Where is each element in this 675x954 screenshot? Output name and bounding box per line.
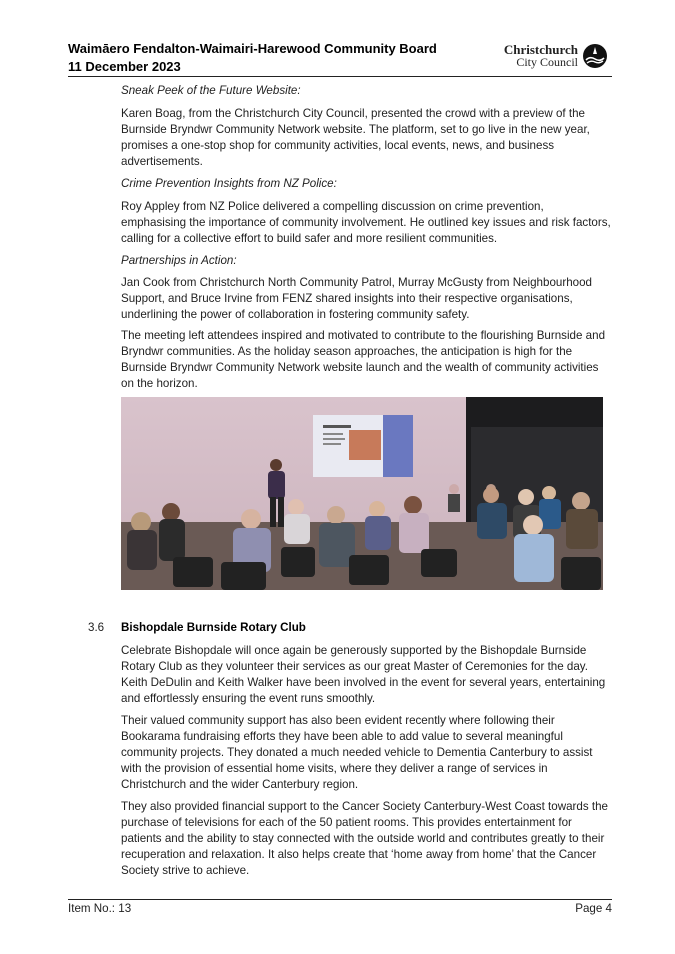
rotary-paragraph-1: Celebrate Bishopdale will once again be generously supported by the Bishopdale Burnside Rotary Club as they volunteer their services as our great Master of Ceremonies for the day. Keith DeDulin and Keith Walker have been involved in the event for several years, entertaining and effortlessly ensuring the event runs smoothly. bbox=[121, 644, 606, 705]
header-divider bbox=[68, 76, 612, 77]
logo-line1: Christchurch bbox=[503, 42, 578, 57]
page-number: Page 4 bbox=[575, 902, 612, 915]
page-header bbox=[68, 40, 608, 78]
section-title: Bishopdale Burnside Rotary Club bbox=[121, 621, 306, 634]
partnerships-heading: Partnerships in Action: bbox=[121, 254, 237, 267]
crime-prevention-heading: Crime Prevention Insights from NZ Police: bbox=[121, 177, 337, 190]
board-title: Waimāero Fendalton-Waimairi-Harewood Community Board bbox=[68, 41, 437, 56]
footer-divider bbox=[68, 899, 612, 900]
item-number: Item No.: 13 bbox=[68, 902, 132, 915]
meeting-date: 11 December 2023 bbox=[68, 59, 181, 74]
crime-prevention-paragraph: Roy Appley from NZ Police delivered a compelling discussion on crime prevention, emphasising the importance of community involvement. He outlined key issues and risk factors, calling for a collective effort to build safer and more resilient communities. bbox=[121, 200, 611, 245]
rotary-paragraph-2: Their valued community support has also been evident recently where following their Bookarama fundraising efforts they have been able to add value to several meaningful community projects. They donated a much needed vehicle to Dementia Canterbury to assist with the provision of essential home visits, where they deliver a range of services in Christchurch and the wider Canterbury region. bbox=[121, 714, 593, 791]
sneak-peek-heading: Sneak Peek of the Future Website: bbox=[121, 84, 301, 97]
meeting-photo bbox=[121, 397, 603, 590]
logo-line2: City Council bbox=[516, 55, 578, 69]
sneak-peek-paragraph: Karen Boag, from the Christchurch City Council, presented the crowd with a preview of the Burnside Bryndwr Community Network website. The platform, set to go live in the new year, promises a one-stop shop for community activities, local events, news, and business advertisements. bbox=[121, 107, 590, 168]
logo-text bbox=[504, 43, 578, 69]
partnerships-paragraph: Jan Cook from Christchurch North Community Patrol, Murray McGusty from Neighbourhood Support, and Bruce Irvine from FENZ shared insights into their respective organisations, underlining the power of collaboration in fostering community safety. bbox=[121, 276, 592, 321]
section-number: 3.6 bbox=[88, 621, 105, 634]
closing-paragraph: The meeting left attendees inspired and motivated to contribute to the flourishing Burnside and Bryndwr communities. As the holiday season approaches, the anticipation is high for the Burnside Bryndwr Community Network website launch and the wealth of community activities on the horizon. bbox=[121, 329, 606, 390]
council-emblem-icon bbox=[582, 43, 608, 69]
meeting-photo-illustration bbox=[121, 397, 603, 590]
rotary-paragraph-3: They also provided financial support to the Cancer Society Canterbury-West Coast towards the purchase of televisions for each of the 50 patient rooms. This provides entertainment for patients and the ability to stay connected with the outside world and contributes greatly to their recuperation and relaxation. It also helps create that ‘home away from home’ that the Cancer Society strive to achieve. bbox=[121, 800, 608, 877]
council-logo bbox=[504, 41, 608, 71]
